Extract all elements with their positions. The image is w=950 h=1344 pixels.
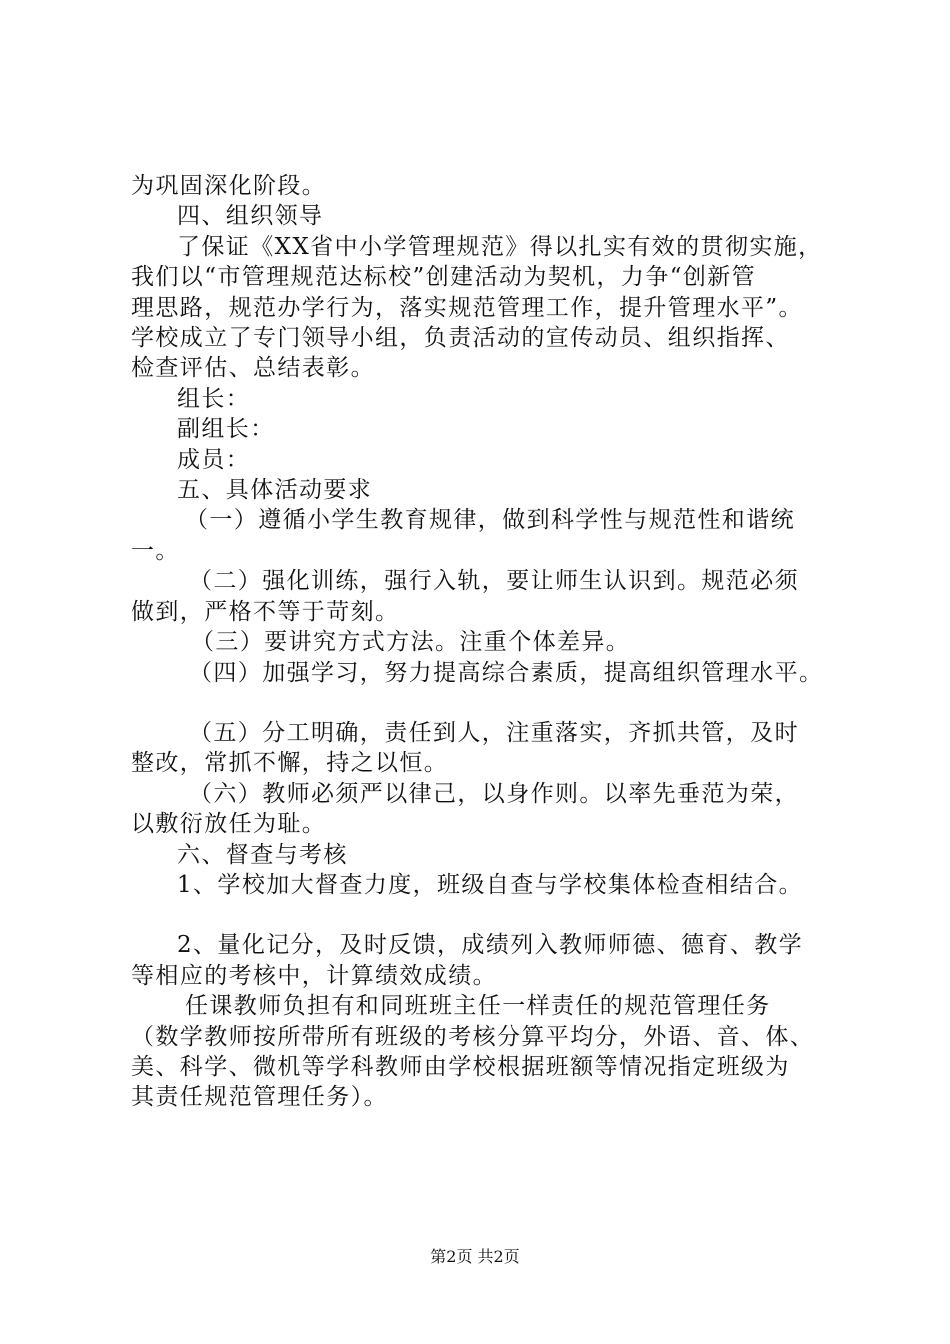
body-line: 成员： — [177, 446, 251, 473]
body-line: 副组长： — [177, 416, 275, 443]
body-line: 1、学校加大督查力度，班级自查与学校集体检查相结合。 — [177, 871, 804, 898]
blank-line — [131, 688, 861, 718]
body-line: 为巩固深化阶段。 — [131, 173, 327, 199]
body-line: （六）教师必须严以律己，以身作则。以率先垂范为荣， — [189, 780, 799, 807]
page-footer: 第2页 共2页 — [430, 1247, 520, 1266]
body-line: 我们以“市管理规范达标校”创建活动为契机，力争“创新管 — [131, 264, 757, 291]
document-body — [131, 171, 861, 1113]
body-line: （五）分工明确，责任到人，注重落实，齐抓共管，及时 — [189, 719, 799, 746]
body-line: 一。 — [131, 537, 180, 564]
section-heading: 五、具体活动要求 — [177, 477, 373, 504]
body-line: 其责任规范管理任务）。 — [131, 1084, 388, 1111]
body-line: 理思路，规范办学行为，落实规范管理工作，提升管理水平”。 — [131, 294, 803, 321]
blank-line — [131, 900, 861, 930]
body-line: 美、科学、微机等学科教师由学校根据班额等情况指定班级为 — [131, 1053, 790, 1080]
body-line: 2、量化记分，及时反馈，成绩列入教师师德、德育、教学 — [177, 932, 804, 959]
body-line: 检查评估、总结表彰。 — [131, 355, 375, 382]
body-line: 做到，严格不等于苛刻。 — [131, 598, 400, 625]
body-line: 整改，常抓不懈，持之以恒。 — [131, 750, 449, 777]
body-line: （三）要讲究方式方法。注重个体差异。 — [191, 629, 631, 656]
body-line: 组长： — [177, 385, 251, 412]
section-heading: 六、督查与考核 — [177, 841, 348, 868]
body-line: 了保证《XX省中小学管理规范》得以扎实有效的贯彻实施， — [177, 233, 823, 260]
body-line: （数学教师按所带所有班级的考核分算平均分，外语、音、体、 — [131, 1023, 815, 1050]
body-line: 任课教师负担有和同班班主任一样责任的规范管理任务 — [185, 993, 771, 1020]
body-line: （四）加强学习，努力提高综合素质，提高组织管理水平。 — [189, 659, 824, 686]
body-line: 等相应的考核中，计算绩效成绩。 — [131, 962, 497, 989]
body-line: （一）遵循小学生教育规律，做到科学性与规范性和谐统 — [185, 507, 795, 534]
body-line: 学校成立了专门领导小组，负责活动的宣传动员、组织指挥、 — [131, 325, 790, 352]
section-heading: 四、组织领导 — [177, 203, 324, 230]
body-line: 以敷衍放任为耻。 — [131, 811, 327, 838]
body-line: （二）强化训练，强行入轨，要让师生认识到。规范必须 — [189, 568, 799, 595]
